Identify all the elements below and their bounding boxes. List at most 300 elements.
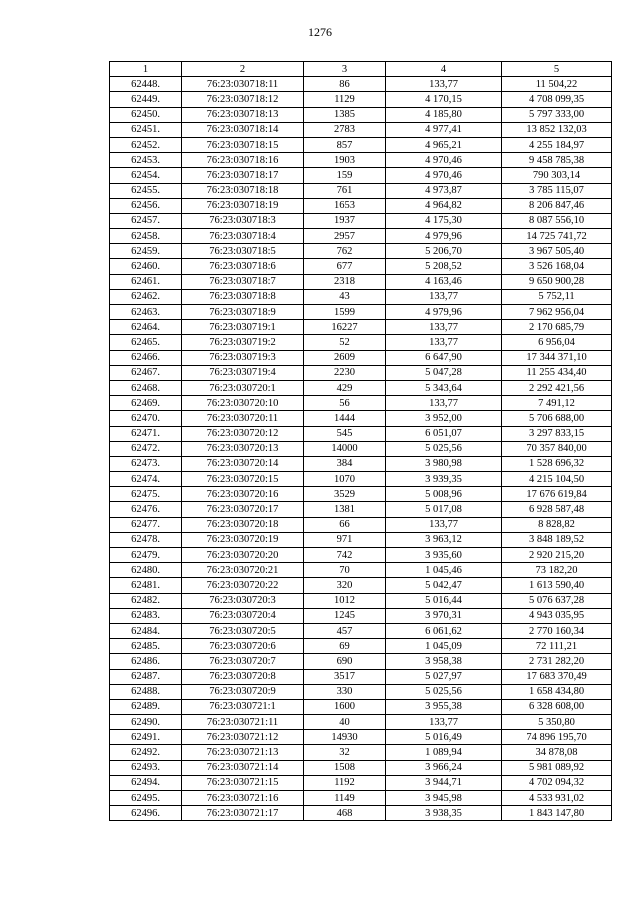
rate-cell: 3 970,31 [386,608,502,623]
value-cell: 1 528 696,32 [502,456,612,471]
table-row [110,153,612,168]
rate-cell: 5 025,56 [386,684,502,699]
value-cell: 5 797 333,00 [502,107,612,122]
table-row [110,715,612,730]
area-cell: 1508 [304,760,386,775]
cadastral-number-cell: 76:23:030718:11 [182,77,304,92]
row-number-cell: 62460. [110,259,182,274]
value-cell: 5 076 637,28 [502,593,612,608]
rate-cell: 4 973,87 [386,183,502,198]
cadastral-number-cell: 76:23:030720:7 [182,654,304,669]
row-number-cell: 62457. [110,213,182,228]
table-header-row [110,62,612,77]
rate-cell: 4 979,96 [386,229,502,244]
table-row [110,380,612,395]
rate-cell: 133,77 [386,320,502,335]
row-number-cell: 62466. [110,350,182,365]
area-cell: 384 [304,456,386,471]
area-cell: 2957 [304,229,386,244]
row-number-cell: 62459. [110,244,182,259]
row-number-cell: 62468. [110,380,182,395]
rate-cell: 3 935,60 [386,548,502,563]
rate-cell: 4 970,46 [386,168,502,183]
rate-cell: 4 977,41 [386,122,502,137]
area-cell: 1381 [304,502,386,517]
rate-cell: 133,77 [386,715,502,730]
value-cell: 17 683 370,49 [502,669,612,684]
area-cell: 43 [304,289,386,304]
value-cell: 8 828,82 [502,517,612,532]
value-cell: 3 297 833,15 [502,426,612,441]
cadastral-number-cell: 76:23:030720:19 [182,532,304,547]
row-number-cell: 62470. [110,411,182,426]
cadastral-number-cell: 76:23:030721:14 [182,760,304,775]
row-number-cell: 62467. [110,365,182,380]
table-row [110,92,612,107]
rate-cell: 4 163,46 [386,274,502,289]
table-row [110,441,612,456]
value-cell: 5 706 688,00 [502,411,612,426]
value-cell: 4 702 094,32 [502,775,612,790]
table-row [110,198,612,213]
table-row [110,107,612,122]
area-cell: 2609 [304,350,386,365]
area-cell: 1600 [304,699,386,714]
rate-cell: 6 647,90 [386,350,502,365]
value-cell: 3 967 505,40 [502,244,612,259]
area-cell: 857 [304,137,386,152]
row-number-cell: 62449. [110,92,182,107]
rate-cell: 5 017,08 [386,502,502,517]
row-number-cell: 62488. [110,684,182,699]
cadastral-number-cell: 76:23:030721:1 [182,699,304,714]
cadastral-number-cell: 76:23:030718:7 [182,274,304,289]
value-cell: 17 344 371,10 [502,350,612,365]
rate-cell: 4 965,21 [386,137,502,152]
area-cell: 2230 [304,365,386,380]
area-cell: 677 [304,259,386,274]
row-number-cell: 62476. [110,502,182,517]
rate-cell: 3 980,98 [386,456,502,471]
value-cell: 13 852 132,03 [502,122,612,137]
cadastral-number-cell: 76:23:030718:19 [182,198,304,213]
rate-cell: 1 045,09 [386,639,502,654]
rate-cell: 3 963,12 [386,532,502,547]
rate-cell: 1 045,46 [386,563,502,578]
page-number: 1276 [308,25,332,39]
value-cell: 3 848 189,52 [502,532,612,547]
row-number-cell: 62464. [110,320,182,335]
table-row [110,502,612,517]
value-cell: 4 215 104,50 [502,472,612,487]
cadastral-number-cell: 76:23:030718:16 [182,153,304,168]
value-cell: 6 928 587,48 [502,502,612,517]
value-cell: 5 350,80 [502,715,612,730]
cadastral-number-cell: 76:23:030720:10 [182,396,304,411]
column-header: 5 [502,62,612,77]
value-cell: 4 943 035,95 [502,608,612,623]
table-row [110,320,612,335]
value-cell: 74 896 195,70 [502,730,612,745]
value-cell: 8 206 847,46 [502,198,612,213]
rate-cell: 6 061,62 [386,623,502,638]
cadastral-number-cell: 76:23:030719:4 [182,365,304,380]
rate-cell: 5 206,70 [386,244,502,259]
value-cell: 17 676 619,84 [502,487,612,502]
rate-cell: 4 964,82 [386,198,502,213]
area-cell: 545 [304,426,386,441]
value-cell: 1 658 434,80 [502,684,612,699]
value-cell: 3 785 115,07 [502,183,612,198]
row-number-cell: 62473. [110,456,182,471]
row-number-cell: 62462. [110,289,182,304]
area-cell: 86 [304,77,386,92]
area-cell: 1245 [304,608,386,623]
value-cell: 4 255 184,97 [502,137,612,152]
area-cell: 690 [304,654,386,669]
row-number-cell: 62496. [110,806,182,821]
cadastral-number-cell: 76:23:030720:8 [182,669,304,684]
table-row [110,487,612,502]
row-number-cell: 62481. [110,578,182,593]
row-number-cell: 62482. [110,593,182,608]
cadastral-number-cell: 76:23:030720:13 [182,441,304,456]
rate-cell: 3 966,24 [386,760,502,775]
rate-cell: 3 938,35 [386,806,502,821]
cadastral-number-cell: 76:23:030719:3 [182,350,304,365]
cadastral-number-cell: 76:23:030721:13 [182,745,304,760]
row-number-cell: 62495. [110,791,182,806]
value-cell: 2 920 215,20 [502,548,612,563]
table-row [110,775,612,790]
value-cell: 34 878,08 [502,745,612,760]
cadastral-number-cell: 76:23:030718:12 [182,92,304,107]
table-row [110,259,612,274]
table-row [110,563,612,578]
cadastral-number-cell: 76:23:030720:18 [182,517,304,532]
value-cell: 3 526 168,04 [502,259,612,274]
row-number-cell: 62491. [110,730,182,745]
value-cell: 2 770 160,34 [502,623,612,638]
value-cell: 4 708 099,35 [502,92,612,107]
row-number-cell: 62485. [110,639,182,654]
rate-cell: 5 025,56 [386,441,502,456]
rate-cell: 4 185,80 [386,107,502,122]
cadastral-number-cell: 76:23:030721:12 [182,730,304,745]
row-number-cell: 62478. [110,532,182,547]
area-cell: 14930 [304,730,386,745]
value-cell: 1 843 147,80 [502,806,612,821]
cadastral-number-cell: 76:23:030721:16 [182,791,304,806]
cadastral-number-cell: 76:23:030720:20 [182,548,304,563]
value-cell: 73 182,20 [502,563,612,578]
row-number-cell: 62475. [110,487,182,502]
area-cell: 1129 [304,92,386,107]
rate-cell: 133,77 [386,517,502,532]
rate-cell: 4 175,30 [386,213,502,228]
area-cell: 52 [304,335,386,350]
value-cell: 2 292 421,56 [502,380,612,395]
rate-cell: 3 939,35 [386,472,502,487]
row-number-cell: 62472. [110,441,182,456]
table-row [110,593,612,608]
row-number-cell: 62454. [110,168,182,183]
cadastral-number-cell: 76:23:030720:17 [182,502,304,517]
area-cell: 1444 [304,411,386,426]
table-row [110,684,612,699]
area-cell: 3529 [304,487,386,502]
area-cell: 32 [304,745,386,760]
area-cell: 330 [304,684,386,699]
cadastral-number-cell: 76:23:030720:22 [182,578,304,593]
table-row [110,229,612,244]
value-cell: 8 087 556,10 [502,213,612,228]
value-cell: 70 357 840,00 [502,441,612,456]
table-row [110,532,612,547]
rate-cell: 1 089,94 [386,745,502,760]
table-row [110,654,612,669]
table-row [110,548,612,563]
cadastral-number-cell: 76:23:030719:1 [182,320,304,335]
cadastral-number-cell: 76:23:030720:9 [182,684,304,699]
table-row [110,456,612,471]
table-row [110,760,612,775]
cadastral-number-cell: 76:23:030720:21 [182,563,304,578]
row-number-cell: 62461. [110,274,182,289]
area-cell: 320 [304,578,386,593]
value-cell: 7 491,12 [502,396,612,411]
area-cell: 429 [304,380,386,395]
rate-cell: 4 970,46 [386,153,502,168]
row-number-cell: 62492. [110,745,182,760]
row-number-cell: 62455. [110,183,182,198]
cadastral-number-cell: 76:23:030720:15 [182,472,304,487]
row-number-cell: 62477. [110,517,182,532]
value-cell: 11 255 434,40 [502,365,612,380]
cadastral-table [109,61,612,821]
rate-cell: 5 343,64 [386,380,502,395]
row-number-cell: 62483. [110,608,182,623]
rate-cell: 133,77 [386,335,502,350]
area-cell: 14000 [304,441,386,456]
row-number-cell: 62469. [110,396,182,411]
table-row [110,335,612,350]
rate-cell: 5 016,49 [386,730,502,745]
value-cell: 6 956,04 [502,335,612,350]
area-cell: 1149 [304,791,386,806]
row-number-cell: 62474. [110,472,182,487]
value-cell: 2 731 282,20 [502,654,612,669]
column-header: 4 [386,62,502,77]
rate-cell: 5 016,44 [386,593,502,608]
rate-cell: 5 047,28 [386,365,502,380]
area-cell: 66 [304,517,386,532]
row-number-cell: 62465. [110,335,182,350]
row-number-cell: 62452. [110,137,182,152]
cadastral-number-cell: 76:23:030720:4 [182,608,304,623]
rate-cell: 133,77 [386,289,502,304]
row-number-cell: 62450. [110,107,182,122]
row-number-cell: 62494. [110,775,182,790]
cadastral-number-cell: 76:23:030718:18 [182,183,304,198]
row-number-cell: 62471. [110,426,182,441]
rate-cell: 5 008,96 [386,487,502,502]
row-number-cell: 62480. [110,563,182,578]
area-cell: 40 [304,715,386,730]
column-header: 3 [304,62,386,77]
area-cell: 1012 [304,593,386,608]
value-cell: 2 170 685,79 [502,320,612,335]
row-number-cell: 62489. [110,699,182,714]
cadastral-number-cell: 76:23:030720:1 [182,380,304,395]
value-cell: 6 328 608,00 [502,699,612,714]
rate-cell: 5 208,52 [386,259,502,274]
cadastral-number-cell: 76:23:030721:15 [182,775,304,790]
rate-cell: 6 051,07 [386,426,502,441]
row-number-cell: 62493. [110,760,182,775]
column-header: 2 [182,62,304,77]
table-row [110,639,612,654]
table-row [110,274,612,289]
value-cell: 5 981 089,92 [502,760,612,775]
area-cell: 159 [304,168,386,183]
table-row [110,289,612,304]
row-number-cell: 62448. [110,77,182,92]
area-cell: 2783 [304,122,386,137]
row-number-cell: 62458. [110,229,182,244]
cadastral-number-cell: 76:23:030718:15 [182,137,304,152]
row-number-cell: 62486. [110,654,182,669]
rate-cell: 4 170,15 [386,92,502,107]
table-row [110,730,612,745]
rate-cell: 3 944,71 [386,775,502,790]
area-cell: 16227 [304,320,386,335]
area-cell: 1385 [304,107,386,122]
row-number-cell: 62451. [110,122,182,137]
table-row [110,806,612,821]
table-row [110,77,612,92]
cadastral-number-cell: 76:23:030720:14 [182,456,304,471]
row-number-cell: 62484. [110,623,182,638]
table-row [110,517,612,532]
cadastral-number-cell: 76:23:030719:2 [182,335,304,350]
cadastral-number-cell: 76:23:030718:14 [182,122,304,137]
cadastral-number-cell: 76:23:030718:6 [182,259,304,274]
value-cell: 14 725 741,72 [502,229,612,244]
area-cell: 761 [304,183,386,198]
rate-cell: 3 945,98 [386,791,502,806]
table-row [110,669,612,684]
cadastral-number-cell: 76:23:030720:3 [182,593,304,608]
table-row [110,168,612,183]
value-cell: 11 504,22 [502,77,612,92]
area-cell: 1070 [304,472,386,487]
rate-cell: 4 979,96 [386,305,502,320]
table-row [110,122,612,137]
area-cell: 1192 [304,775,386,790]
table-body [110,77,612,821]
cadastral-number-cell: 76:23:030721:17 [182,806,304,821]
column-header: 1 [110,62,182,77]
value-cell: 790 303,14 [502,168,612,183]
row-number-cell: 62490. [110,715,182,730]
table-row [110,365,612,380]
area-cell: 971 [304,532,386,547]
table-row [110,699,612,714]
rate-cell: 3 958,38 [386,654,502,669]
cadastral-number-cell: 76:23:030718:9 [182,305,304,320]
cadastral-number-cell: 76:23:030718:3 [182,213,304,228]
area-cell: 2318 [304,274,386,289]
row-number-cell: 62463. [110,305,182,320]
table-row [110,183,612,198]
table-row [110,305,612,320]
table-row [110,623,612,638]
value-cell: 4 533 931,02 [502,791,612,806]
value-cell: 72 111,21 [502,639,612,654]
area-cell: 1599 [304,305,386,320]
cadastral-number-cell: 76:23:030720:6 [182,639,304,654]
area-cell: 3517 [304,669,386,684]
cadastral-number-cell: 76:23:030718:8 [182,289,304,304]
cadastral-number-cell: 76:23:030718:17 [182,168,304,183]
cadastral-number-cell: 76:23:030720:12 [182,426,304,441]
cadastral-number-cell: 76:23:030721:11 [182,715,304,730]
cadastral-number-cell: 76:23:030720:11 [182,411,304,426]
cadastral-number-cell: 76:23:030718:13 [182,107,304,122]
area-cell: 762 [304,244,386,259]
area-cell: 56 [304,396,386,411]
rate-cell: 5 042,47 [386,578,502,593]
rate-cell: 133,77 [386,396,502,411]
area-cell: 457 [304,623,386,638]
area-cell: 1937 [304,213,386,228]
cadastral-number-cell: 76:23:030718:5 [182,244,304,259]
area-cell: 468 [304,806,386,821]
value-cell: 1 613 590,40 [502,578,612,593]
area-cell: 1653 [304,198,386,213]
value-cell: 9 650 900,28 [502,274,612,289]
table-row [110,137,612,152]
area-cell: 1903 [304,153,386,168]
area-cell: 69 [304,639,386,654]
rate-cell: 3 955,38 [386,699,502,714]
row-number-cell: 62456. [110,198,182,213]
rate-cell: 5 027,97 [386,669,502,684]
table-row [110,608,612,623]
table-row [110,791,612,806]
table-row [110,350,612,365]
value-cell: 9 458 785,38 [502,153,612,168]
value-cell: 5 752,11 [502,289,612,304]
table-row [110,396,612,411]
area-cell: 70 [304,563,386,578]
rate-cell: 133,77 [386,77,502,92]
table-row [110,213,612,228]
table-row [110,426,612,441]
table-row [110,578,612,593]
row-number-cell: 62453. [110,153,182,168]
row-number-cell: 62487. [110,669,182,684]
value-cell: 7 962 956,04 [502,305,612,320]
table-row [110,244,612,259]
table-row [110,411,612,426]
cadastral-number-cell: 76:23:030718:4 [182,229,304,244]
table-row [110,472,612,487]
cadastral-number-cell: 76:23:030720:16 [182,487,304,502]
area-cell: 742 [304,548,386,563]
rate-cell: 3 952,00 [386,411,502,426]
